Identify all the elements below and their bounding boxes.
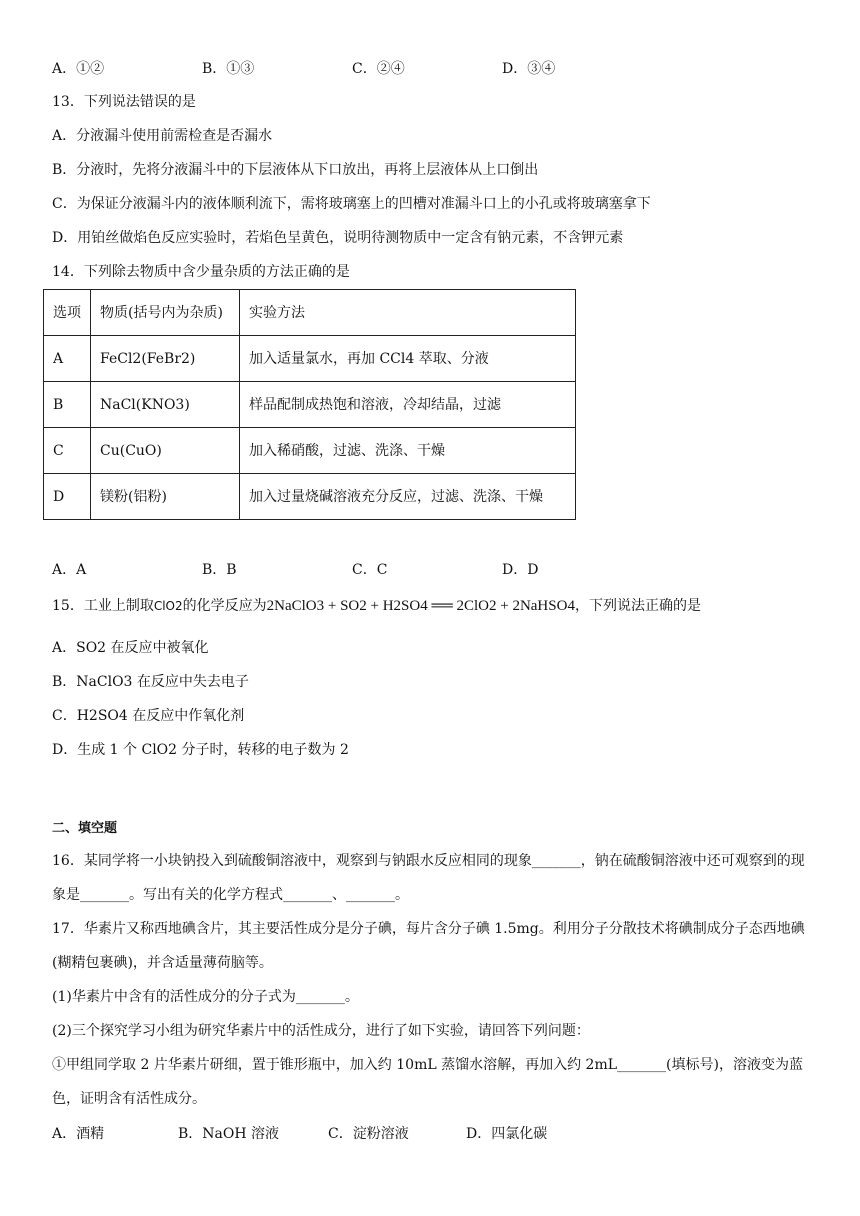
q17-options (52, 1127, 812, 1145)
table-row (44, 382, 576, 428)
q12-option-d: D．③④ (502, 61, 556, 77)
table-header-row (44, 290, 576, 336)
q15-stem-suffix: ，下列说法正确的是 (574, 598, 701, 614)
q12-option-c: C．②④ (352, 61, 405, 77)
q17-option-d: D．四氯化碳 (466, 1126, 548, 1142)
table-cell: D (44, 474, 91, 520)
q15-stem-species: ClO2 (153, 599, 183, 613)
section-heading: 二、填空题 (52, 821, 118, 836)
q15-equation: 2NaClO3 + SO2 + H2SO4 ══ 2ClO2 + 2NaHSO4 (266, 598, 575, 614)
q17-option-a: A．酒精 (52, 1126, 105, 1142)
q14-option-b: B．B (202, 562, 237, 578)
table-row (44, 474, 576, 520)
q13-option-c: C．为保证分液漏斗内的液体顺利流下，需将玻璃塞上的凹槽对准漏斗口上的小孔或将玻璃塞拿下 (52, 196, 651, 212)
q15-stem (52, 599, 701, 614)
q15-stem-prefix: 15．工业上制取 (52, 598, 154, 614)
q14-option-d: D．D (502, 562, 539, 578)
q17-option-c: C．淀粉溶液 (328, 1126, 409, 1142)
q17-option-b: B．NaOH 溶液 (178, 1126, 280, 1142)
table-header-cell: 实验方法 (240, 290, 576, 336)
table-cell: 样品配制成热饱和溶液，冷却结晶，过滤 (240, 382, 576, 428)
table-cell: NaCl(KNO3) (91, 382, 240, 428)
q15-option-c: C．H2SO4 在反应中作氧化剂 (52, 708, 245, 724)
q17-sub2: (2)三个探究学习小组为研究华素片中的活性成分，进行了如下实验，请回答下列问题： (52, 1023, 590, 1039)
q13-option-b: B．分液时，先将分液漏斗中的下层液体从下口放出，再将上层液体从上口倒出 (52, 162, 539, 178)
q13-stem: 13．下列说法错误的是 (52, 94, 196, 110)
table-row (44, 336, 576, 382)
q13-option-d: D．用铂丝做焰色反应实验时，若焰色呈黄色，说明待测物质中一定含有钠元素，不含钾元素 (52, 230, 624, 246)
table-cell: 加入适量氯水，再加 CCl4 萃取、分液 (240, 336, 576, 382)
q17-sub2-1: ①甲组同学取 2 片华素片研细，置于锥形瓶中，加入约 10mL 蒸馏水溶解，再加入约 2mL_______(填标号)，溶液变为蓝色，证明含有活性成分。 (52, 1057, 803, 1107)
table-cell: FeCl2(FeBr2) (91, 336, 240, 382)
table-header-cell: 选项 (44, 290, 91, 336)
q15-option-b: B．NaClO3 在反应中失去电子 (52, 674, 249, 690)
q14-option-c: C．C (352, 562, 388, 578)
table-cell: Cu(CuO) (91, 428, 240, 474)
q14-option-a: A．A (52, 562, 87, 578)
table-cell: C (44, 428, 91, 474)
q12-options (52, 62, 812, 80)
table-cell: B (44, 382, 91, 428)
table-cell: 镁粉(铝粉) (91, 474, 240, 520)
q14-stem: 14．下列除去物质中含少量杂质的方法正确的是 (52, 264, 350, 280)
q17-sub1: (1)华素片中含有的活性成分的分子式为_______。 (52, 989, 359, 1005)
table-cell: A (44, 336, 91, 382)
table-cell: 加入过量烧碱溶液充分反应，过滤、洗涤、干燥 (240, 474, 576, 520)
table-row (44, 428, 576, 474)
q15-stem-mid: 的化学反应为 (182, 598, 267, 614)
q17-text: 17．华素片又称西地碘含片，其主要活性成分是分子碘，每片含分子碘 1.5mg。利用分子分散技术将碘制成分子态西地碘(糊精包裹碘)，并含适量薄荷脑等。 (52, 921, 805, 971)
q13-option-a: A．分液漏斗使用前需检查是否漏水 (52, 128, 273, 144)
table-header-cell: 物质(括号内为杂质) (91, 290, 240, 336)
q15-option-d: D．生成 1 个 ClO2 分子时，转移的电子数为 2 (52, 742, 349, 758)
table-cell: 加入稀硝酸，过滤、洗涤、干燥 (240, 428, 576, 474)
q15-option-a: A．SO2 在反应中被氧化 (52, 640, 209, 656)
q14-options (52, 563, 812, 581)
q12-option-a: A．①② (52, 61, 105, 77)
q12-option-b: B．①③ (202, 61, 255, 77)
q16-text: 16．某同学将一小块钠投入到硫酸铜溶液中，观察到与钠跟水反应相同的现象_______，钠在硫酸铜溶液中还可观察到的现象是_______。写出有关的化学方程式_______、_______。 (52, 853, 805, 903)
q14-table (43, 289, 576, 520)
